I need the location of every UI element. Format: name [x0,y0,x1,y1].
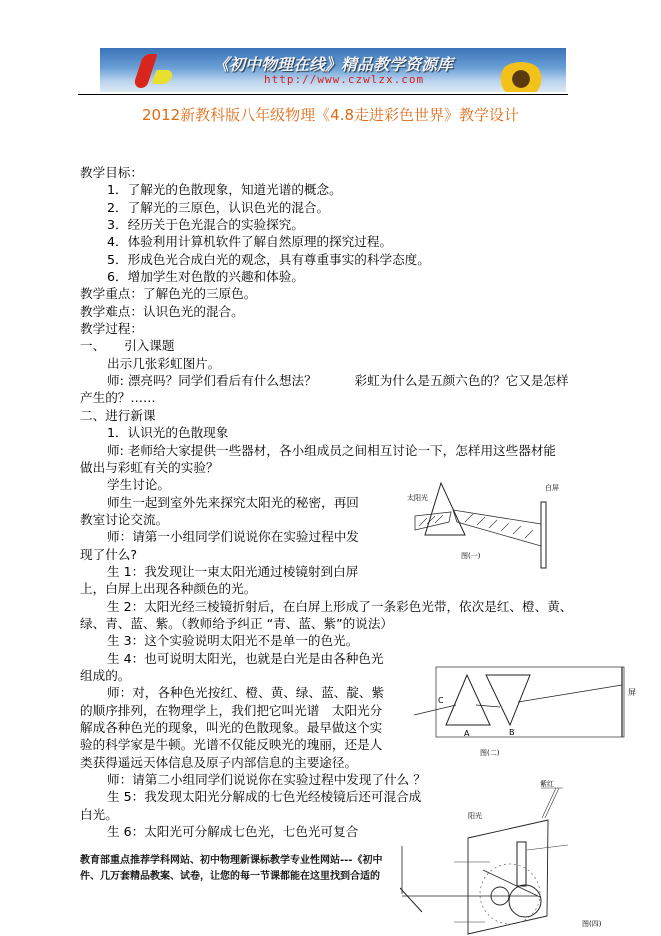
figure-two-prisms [410,665,640,765]
fig4-caption: 图(四) [582,920,602,928]
text-line: 一、 引入课题 [80,338,175,354]
fig1-caption: 图(一) [461,552,481,560]
document-title: 2012新教科版八年级物理《4.8走进彩色世界》教学设计 [141,106,520,124]
text-line: 教学重点：了解色光的三原色。 [80,286,257,302]
text-line: 6．增加学生对色散的兴趣和体验。 [107,269,304,285]
text-line: 3．经历关于色光混合的实验探究。 [107,217,304,233]
fig2-label-b: B [509,728,515,737]
text-line: 组成的。 [80,667,131,683]
text-line: 教室讨论交流。 [80,511,169,527]
text-line: 生 1：我发现让一束太阳光通过棱镜射到白屏 [107,563,359,579]
text-line: 生 4：也可说明太阳光，也就是白光是由各种色光 [107,650,384,666]
text-line: 教学目标： [80,165,143,180]
text-line: 师生一起到室外先来探究太阳光的秘密，再回 [107,494,359,510]
text-line: 生 2：太阳光经三棱镜折射后，在白屏上形成了一条彩色光带，依次是红、橙、黄、 [107,598,573,614]
text-line: 出示几张彩虹图片。 [107,355,221,371]
text-line: 类获得遥远天体信息及原子内部信息的主要途径。 [80,754,358,770]
text-line: 解成各种色光的现象，叫光的色散现象。最早做这个实 [80,720,383,735]
fig4-sunlight-label: 阳光 [468,812,482,820]
fig1-screen-label: 白屏 [545,484,559,492]
logo-mark-accent [151,70,174,84]
fig2-label-c: C [438,696,444,705]
text-line: 的顺序排列，在物理学上，我们把它叫光谱 太阳光分 [80,702,383,718]
text-line: 师：对，各种色光按红、橙、黄、绿、蓝、靛、紫 [107,685,385,701]
text-line: 白光。 [80,806,118,822]
text-line: 上，白屏上出现各种颜色的光。 [80,581,257,597]
text-line: 教学难点：认识色光的混合。 [80,303,244,319]
text-line: 产生的？…… [80,390,156,406]
fig1-sunlight-label: 太阳光 [407,494,428,502]
text-line: 师：请第二小组同学们说说你在实验过程中发现了什么 ？ [107,772,426,788]
fig2-caption: 图(二) [480,749,500,757]
banner-url: http://www.czwlzx.com [264,73,425,86]
text-line: 4．体验利用计算机软件了解自然原理的探究过程。 [107,234,393,250]
figure-flask-experiment [400,780,661,936]
text-line: 现了什么? [80,546,138,562]
text-line: 师: 漂亮吗？同学们看后有什么想法？ 彩虹为什么是五颜六色的？它又是怎样 [107,373,569,389]
fig4-top-label: 紫红 [540,780,554,788]
site-banner [100,48,566,92]
text-line: 生 5：我发现太阳光分解成的七色光经棱镜后还可混合成 [107,789,422,805]
sunflower-image [498,62,544,92]
figure-prism-dispersion [405,478,565,578]
text-line: 绿、青、蓝、紫。（教师给予纠正 “青、蓝、紫”的说法） [80,615,394,631]
footer-line-2: 件、几万套精品教案、试卷，让您的每一节课都能在这里找到合适的 [80,871,380,882]
fig2-label-a: A [464,729,470,738]
text-line: 二、进行新课 [80,407,156,423]
text-line: 做出与彩虹有关的实验？ [80,459,219,475]
fig2-screen-label: 屏 [628,688,636,697]
text-line: 2．了解光的三原色，认识色光的混合。 [107,199,330,215]
text-line: 师: 老师给大家提供一些器材，各小组成员之间相互讨论一下，怎样用这些器材能 [107,442,557,458]
text-line: 生 3：这个实验说明太阳光不是单一的色光。 [107,633,359,649]
footer-line-1: 教育部重点推荐学科网站、初中物理新课标教学专业性网站---《初中 [80,855,383,866]
header-divider [78,94,568,95]
text-line: 1．认识光的色散现象 [107,425,229,441]
text-line: 5．形成色光合成白光的观念，具有尊重事实的科学态度。 [107,251,430,267]
text-line: 生 6：太阳光可分解成七色光，七色光可复合 [107,824,359,840]
page-footer [80,853,410,885]
text-line: 学生讨论。 [107,477,170,493]
banner-title: 《初中物理在线》精品教学资源库 [213,55,454,74]
text-line: 师：请第一小组同学们说说你在实验过程中发 [107,529,359,545]
text-line: 1．了解光的色散现象，知道光谱的概念。 [107,182,342,198]
text-line: 验的科学家是牛顿。光谱不仅能反映光的瑰丽，还是人 [80,737,383,753]
text-line: 教学过程： [80,321,143,337]
